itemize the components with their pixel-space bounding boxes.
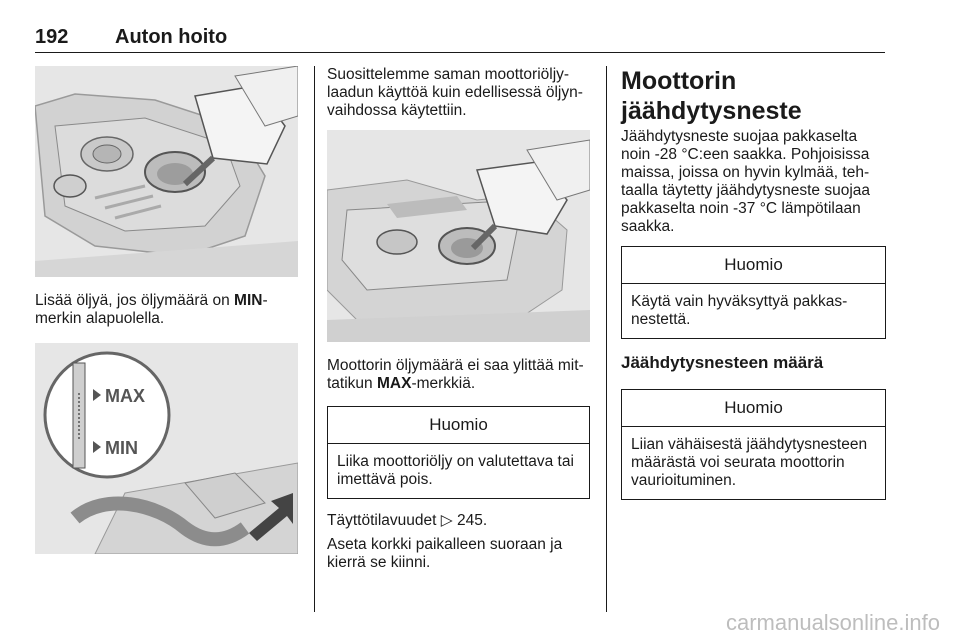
column-1 (35, 66, 298, 554)
max-mark: MAX (376, 375, 412, 392)
oil-quality-paragraph: Suosittelemme saman moottoriöljylaadun käyttöä kuin edellisessä öljynvaihdossa käytettiin. (327, 66, 583, 119)
coolant-level-subheading: Jäähdytysnesteen määrä (621, 353, 824, 372)
dipstick-max-label: MAX (105, 386, 145, 406)
page-number: 192 (35, 26, 69, 48)
watermark: carmanualsonline.info (725, 610, 940, 635)
dipstick-min-label: MIN (105, 438, 138, 458)
notice-text: Käytä vain hyväksyttyä pakkasnestettä. (631, 293, 848, 328)
max-level-paragraph: Moottorin öljymäärä ei saa ylittää mittatikun MAX-merkkiä. (327, 357, 584, 392)
notice-heading: Huomio (328, 407, 589, 444)
coolant-paragraph: Jäähdytysneste suojaa pakkaselta noin -28 °C:een saakka. Pohjoisissa maissa, joissa on hyvin kylmää, tehtaalla täytetty jäähdytysneste suojaa pakkaselta noin -37 °C lämpötilaan saakka. (621, 128, 871, 235)
section-title: Auton hoito (115, 26, 228, 48)
notice-heading: Huomio (622, 390, 885, 427)
coolant-title: Moottorin jäähdytysneste (621, 67, 802, 125)
column-3 (621, 66, 886, 500)
page-header (35, 26, 885, 54)
capacity-page-link[interactable]: 245. (456, 512, 488, 529)
coolant-level-notice-box (621, 389, 886, 500)
notice-text: Liian vähäisestä jäähdytysnesteen määrästä voi seurata moottorin vaurioituminen. (631, 436, 868, 489)
reference-arrow-icon: ▷ (440, 512, 453, 529)
oil-fill-cap-illustration (327, 130, 590, 342)
notice-text: Liika moottoriöljy on valutettava tai imettävä pois. (337, 453, 574, 488)
add-oil-paragraph: Lisää öljyä, jos öljymäärä on MIN-merkin alapuolella. (35, 292, 268, 327)
dipstick-illustration (35, 343, 298, 554)
antifreeze-notice-box (621, 246, 886, 339)
header-rule (35, 52, 885, 53)
column-divider-1 (314, 66, 315, 612)
notice-heading: Huomio (622, 247, 885, 284)
oil-pouring-illustration (35, 66, 298, 277)
cap-paragraph: Aseta korkki paikalleen suoraan ja kierrä se kiinni. (327, 536, 563, 571)
oil-notice-box (327, 406, 590, 499)
column-2 (327, 66, 590, 572)
capacity-reference: Täyttötilavuudet ▷ 245. (327, 512, 488, 529)
column-divider-2 (606, 66, 607, 612)
min-mark: MIN (234, 292, 263, 309)
